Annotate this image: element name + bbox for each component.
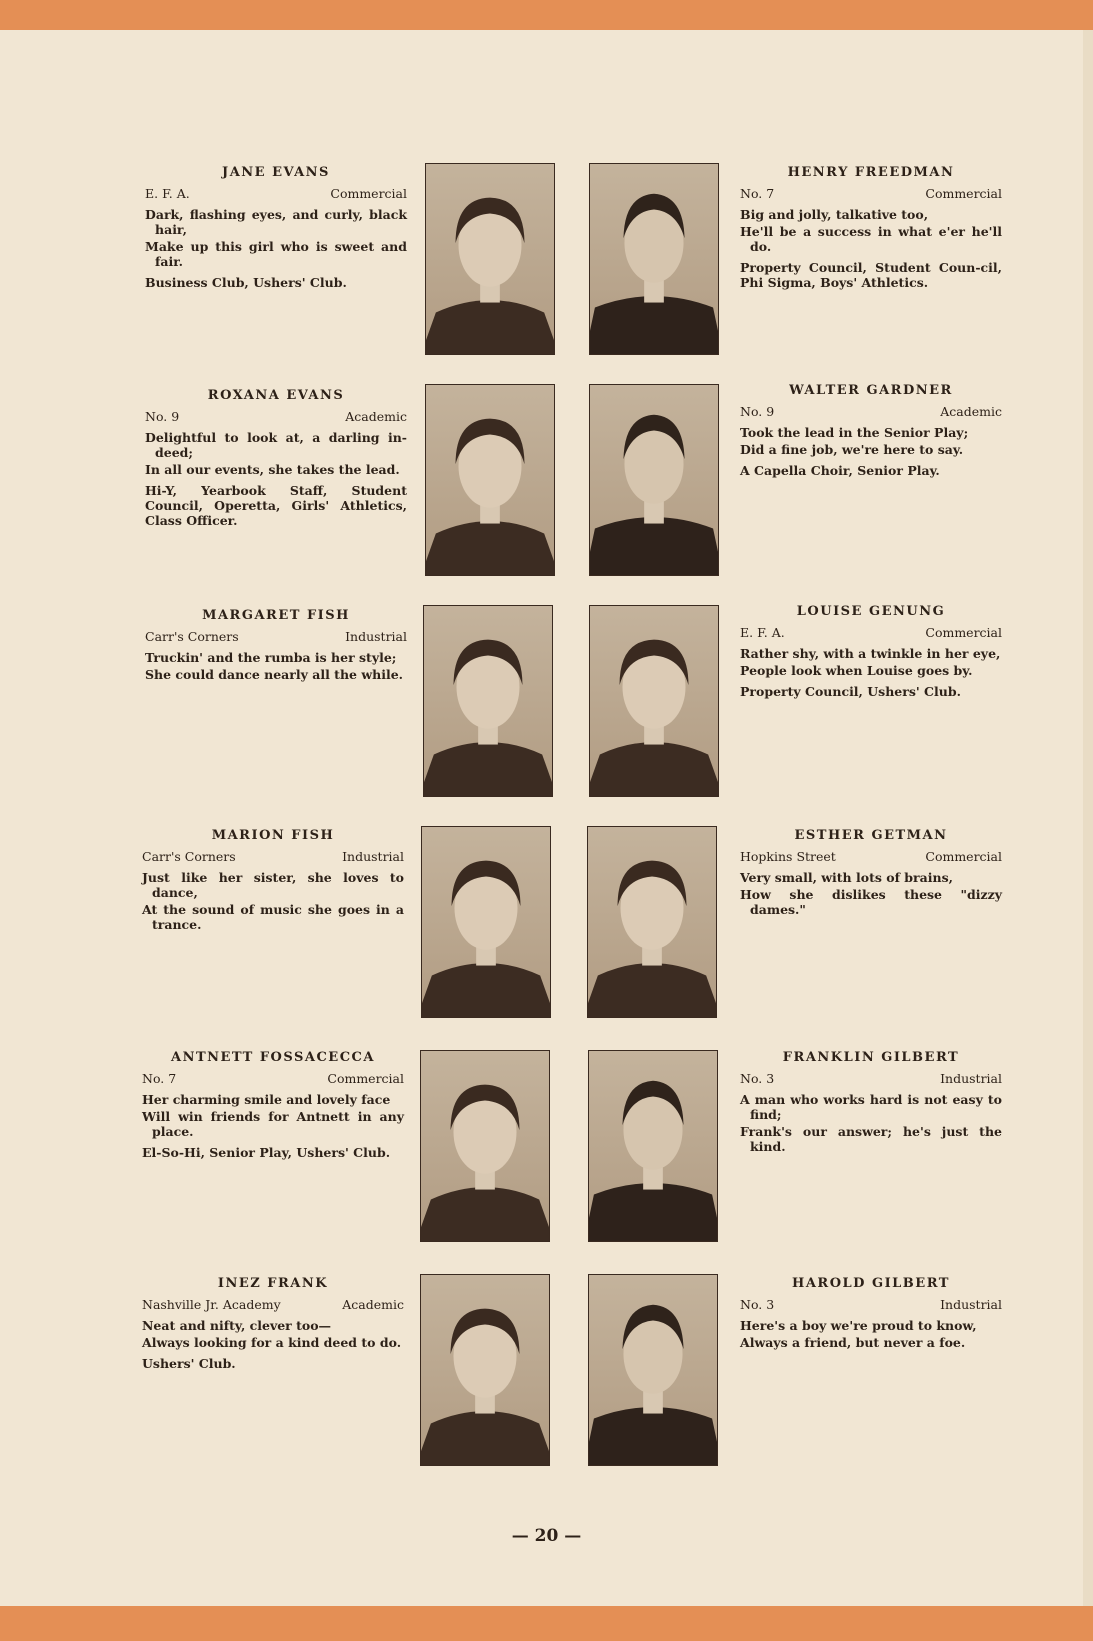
senior-name: MARION FISH bbox=[211, 828, 335, 843]
senior-course: Commercial bbox=[925, 849, 1002, 864]
senior-meta bbox=[740, 849, 1002, 864]
portrait-photo-roxana-evans bbox=[425, 384, 555, 576]
senior-course: Commercial bbox=[327, 1071, 404, 1086]
senior-activities: A Capella Choir, Senior Play. bbox=[740, 463, 940, 478]
senior-meta bbox=[740, 625, 1002, 640]
verse-line: She could dance nearly all the while. bbox=[145, 667, 403, 682]
senior-meta bbox=[740, 186, 1002, 201]
verse-line: Always a friend, but never a foe. bbox=[740, 1335, 966, 1350]
senior-activities: Property Council, Student Coun-cil, Phi Sigma, Boys' Athletics. bbox=[740, 260, 1002, 290]
portrait-photo-harold-gilbert bbox=[588, 1274, 718, 1466]
portrait-photo-inez-frank bbox=[420, 1274, 550, 1466]
verse-line: In all our events, she takes the lead. bbox=[145, 462, 400, 477]
verse-line: Always looking for a kind deed to do. bbox=[142, 1335, 402, 1350]
verse-line: A man who works hard is not easy to find; bbox=[740, 1092, 1002, 1122]
portrait-photo-franklin-gilbert bbox=[588, 1050, 718, 1242]
senior-course: Industrial bbox=[342, 849, 404, 864]
portrait-photo-antnett-fossacecca bbox=[420, 1050, 550, 1242]
senior-activities: Business Club, Ushers' Club. bbox=[145, 275, 347, 290]
senior-meta bbox=[740, 1297, 1002, 1312]
portrait-photo-margaret-fish bbox=[423, 605, 553, 797]
senior-course: Academic bbox=[342, 1297, 404, 1312]
senior-name: INEZ FRANK bbox=[217, 1276, 329, 1291]
verse-line: Delightful to look at, a darling in-deed; bbox=[145, 430, 407, 460]
senior-school: Carr's Corners bbox=[142, 849, 236, 864]
senior-entry-roxana-evans bbox=[145, 388, 407, 528]
verse-line: Frank's our answer; he's just the kind. bbox=[740, 1124, 1002, 1154]
top-orange-band bbox=[0, 0, 1093, 30]
verse-line: Very small, with lots of brains, bbox=[740, 870, 953, 885]
senior-course: Academic bbox=[345, 409, 407, 424]
portrait-photo-louise-genung bbox=[589, 605, 719, 797]
senior-meta bbox=[142, 1297, 404, 1312]
senior-entry-marion-fish bbox=[142, 828, 404, 934]
portrait-photo-walter-gardner bbox=[589, 384, 719, 576]
senior-entry-walter-gardner bbox=[740, 383, 1002, 478]
portrait-photo-jane-evans bbox=[425, 163, 555, 355]
senior-meta bbox=[145, 186, 407, 201]
page-number: — 20 — bbox=[511, 1526, 582, 1546]
senior-meta bbox=[145, 409, 407, 424]
verse-line: Big and jolly, talkative too, bbox=[740, 207, 929, 222]
portrait-photo-marion-fish bbox=[421, 826, 551, 1018]
senior-school: No. 9 bbox=[145, 409, 180, 424]
portrait-photo-henry-freedman bbox=[589, 163, 719, 355]
verse-line: Make up this girl who is sweet and fair. bbox=[145, 239, 407, 269]
senior-course: Commercial bbox=[330, 186, 407, 201]
senior-meta bbox=[142, 1071, 404, 1086]
senior-course: Commercial bbox=[925, 625, 1002, 640]
senior-name: LOUISE GENUNG bbox=[796, 604, 946, 619]
senior-activities: El-So-Hi, Senior Play, Ushers' Club. bbox=[142, 1145, 391, 1160]
verse-line: He'll be a success in what e'er he'll do. bbox=[740, 224, 1002, 254]
senior-course: Industrial bbox=[940, 1297, 1002, 1312]
senior-activities: Property Council, Ushers' Club. bbox=[740, 684, 961, 699]
verse-line: How she dislikes these "dizzy dames." bbox=[740, 887, 1002, 917]
senior-meta bbox=[142, 849, 404, 864]
senior-name: ROXANA EVANS bbox=[207, 388, 345, 403]
verse-line: Just like her sister, she loves to dance, bbox=[142, 870, 404, 900]
senior-school: No. 7 bbox=[740, 186, 775, 201]
senior-entry-harold-gilbert bbox=[740, 1276, 1002, 1352]
senior-school: No. 3 bbox=[740, 1071, 775, 1086]
senior-school: Hopkins Street bbox=[740, 849, 836, 864]
senior-school: E. F. A. bbox=[145, 186, 190, 201]
verse-line: Took the lead in the Senior Play; bbox=[740, 425, 969, 440]
senior-name: FRANKLIN GILBERT bbox=[782, 1050, 960, 1065]
senior-school: E. F. A. bbox=[740, 625, 785, 640]
senior-entry-franklin-gilbert bbox=[740, 1050, 1002, 1156]
senior-activities: Ushers' Club. bbox=[142, 1356, 236, 1371]
verse-line: At the sound of music she goes in a trance. bbox=[142, 902, 404, 932]
senior-name: JANE EVANS bbox=[222, 165, 330, 180]
senior-school: No. 3 bbox=[740, 1297, 775, 1312]
senior-name: ESTHER GETMAN bbox=[794, 828, 948, 843]
senior-entry-antnett-fossacecca bbox=[142, 1050, 404, 1160]
senior-course: Industrial bbox=[345, 629, 407, 644]
senior-entry-margaret-fish bbox=[145, 608, 407, 684]
senior-entry-esther-getman bbox=[740, 828, 1002, 919]
verse-line: Here's a boy we're proud to know, bbox=[740, 1318, 977, 1333]
page-edge bbox=[1083, 30, 1093, 1606]
senior-name: MARGARET FISH bbox=[202, 608, 350, 623]
senior-entry-louise-genung bbox=[740, 604, 1002, 699]
senior-school: No. 7 bbox=[142, 1071, 177, 1086]
verse-line: Dark, flashing eyes, and curly, black hair, bbox=[145, 207, 407, 237]
portrait-photo-esther-getman bbox=[587, 826, 717, 1018]
senior-activities: Hi-Y, Yearbook Staff, Student Council, Operetta, Girls' Athletics, Class Officer. bbox=[145, 483, 407, 528]
senior-school: No. 9 bbox=[740, 404, 775, 419]
verse-line: Will win friends for Antnett in any place. bbox=[142, 1109, 404, 1139]
verse-line: Truckin' and the rumba is her style; bbox=[145, 650, 397, 665]
verse-line: Did a fine job, we're here to say. bbox=[740, 442, 964, 457]
senior-entry-henry-freedman bbox=[740, 165, 1002, 290]
senior-meta bbox=[145, 629, 407, 644]
verse-line: Neat and nifty, clever too— bbox=[142, 1318, 332, 1333]
verse-line: Rather shy, with a twinkle in her eye, bbox=[740, 646, 1001, 661]
verse-line: Her charming smile and lovely face bbox=[142, 1092, 391, 1107]
senior-course: Industrial bbox=[940, 1071, 1002, 1086]
senior-course: Academic bbox=[940, 404, 1002, 419]
senior-entry-inez-frank bbox=[142, 1276, 404, 1371]
senior-meta bbox=[740, 1071, 1002, 1086]
senior-meta bbox=[740, 404, 1002, 419]
bottom-orange-band bbox=[0, 1606, 1093, 1641]
senior-course: Commercial bbox=[925, 186, 1002, 201]
senior-name: WALTER GARDNER bbox=[789, 383, 953, 398]
senior-name: HENRY FREEDMAN bbox=[787, 165, 955, 180]
senior-entry-jane-evans bbox=[145, 165, 407, 290]
senior-name: ANTNETT FOSSACECCA bbox=[170, 1050, 375, 1065]
senior-school: Carr's Corners bbox=[145, 629, 239, 644]
senior-school: Nashville Jr. Academy bbox=[142, 1297, 281, 1312]
verse-line: People look when Louise goes by. bbox=[740, 663, 973, 678]
senior-name: HAROLD GILBERT bbox=[792, 1276, 950, 1291]
